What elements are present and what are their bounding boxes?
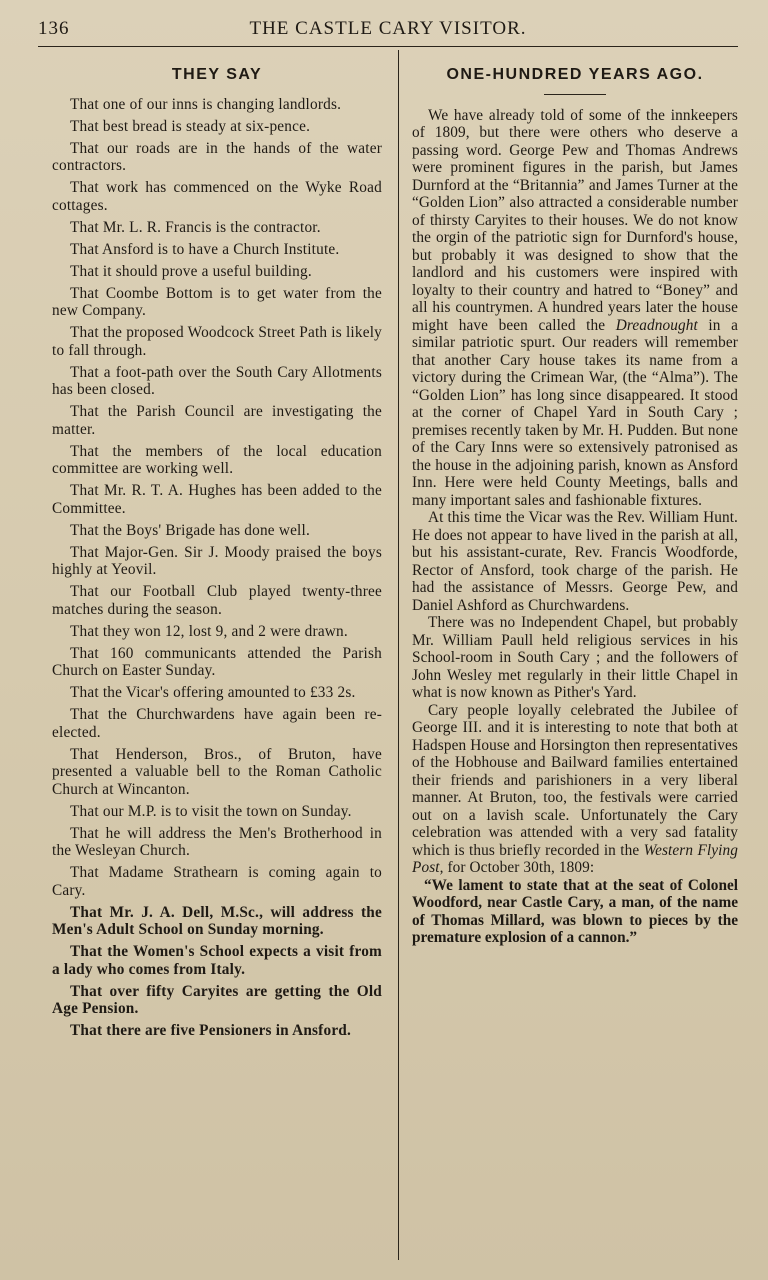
paragraph-text: We have already told of some of the innkeepers of 1809, but there were others who deserve a passing word. George Pew and Thomas Andrews were prominent figures in the parish, but James Durnford at the “Britannia” and James Turner at the “Golden Lion” also attracted a considerable number of thirsty Caryites to their houses. We do not know the orgin of the patriotic sign for Durnford's house, but probably it was designed to show that the landlord and his customers were inspired with loyalty to their country and hatred to “Boney” and all his countrymen. A hundred years later the house might have been called the <box>412 106 738 334</box>
they-say-item: That best bread is steady at six-pence. <box>70 117 311 135</box>
they-say-item: That Major-Gen. Sir J. Moody praised the boys highly at Yeovil. <box>52 543 382 578</box>
they-say-item: That work has commenced on the Wyke Road cottages. <box>52 179 382 214</box>
article-paragraph: At this time the Vicar was the Rev. William Hunt. He does not appear to have lived in the parish at all, but his assistant-curate, Rev. Francis Woodforde, Rector of Ansford, took charge of the parish. He had the assistance of Messrs. George Pew, and Daniel Ashford as Churchwardens. <box>412 509 738 614</box>
they-say-item: That over fifty Caryites are getting the Old Age Pension. <box>52 982 382 1017</box>
they-say-item: That Henderson, Bros., of Bruton, have presented a valuable bell to the Roman Catholic Church at Wincanton. <box>52 745 382 798</box>
paragraph-text: for October 30th, 1809: <box>447 859 595 876</box>
running-title: THE CASTLE CARY VISITOR. <box>249 18 527 39</box>
they-say-item: That Ansford is to have a Church Institute. <box>70 240 340 258</box>
they-say-item: That Mr. L. R. Francis is the contractor. <box>70 218 321 236</box>
article-paragraph <box>412 107 738 510</box>
paragraph-text: in a similar patriotic spurt. Our readers will remember that another Cary house takes its name from a victory during the Crimean War, (the “Alma”). The “Golden Lion” has long since disappeared. It stood at the corner of Chapel Yard in South Cary ; premises recently taken by Mr. H. Pudden. But none of the Cary Inns were so extensively patronised as the house in the adjoining parish, known as Ansford Inn. Here were held County Meetings, balls and many important sales and fashionable fixtures. <box>412 316 738 509</box>
they-say-item: That one of our inns is changing landlords. <box>70 95 342 113</box>
they-say-item: That the Women's School expects a visit from a lady who comes from Italy. <box>52 943 382 978</box>
they-say-item: That the members of the local education committee are working well. <box>52 442 382 477</box>
newspaper-quote: “We lament to state that at the seat of Colonel Woodford, near Castle Cary, a man, of the name of Thomas Millard, was blown to pieces by the premature explosion of a cannon.” <box>412 876 738 946</box>
ship-name: Dreadnought <box>615 316 698 334</box>
they-say-item: That there are five Pensioners in Ansford. <box>70 1022 352 1039</box>
they-say-item: That the Parish Council are investigating the matter. <box>52 403 382 438</box>
they-say-item: That Mr. J. A. Dell, M.Sc., will address the Men's Adult School on Sunday morning. <box>52 903 382 938</box>
heading-rule <box>544 94 606 95</box>
they-say-item: That our roads are in the hands of the water contractors. <box>52 139 382 174</box>
they-say-item: That it should prove a useful building. <box>70 262 312 280</box>
they-say-item: That Madame Strathearn is coming again to Cary. <box>52 864 382 899</box>
they-say-item: That a foot-path over the South Cary Allotments has been closed. <box>52 363 382 398</box>
they-say-item: That the proposed Woodcock Street Path is likely to fall through. <box>52 324 382 359</box>
column-divider <box>398 50 399 1260</box>
they-say-item: That 160 communicants attended the Parish Church on Easter Sunday. <box>52 644 382 679</box>
they-say-item: That they won 12, lost 9, and 2 were drawn. <box>70 622 348 640</box>
page-header <box>38 16 738 46</box>
hundred-years-column <box>412 58 738 947</box>
they-say-item: That Coombe Bottom is to get water from the new Company. <box>52 284 382 319</box>
newspaper-name: Western Flying Post, <box>412 841 738 876</box>
header-rule <box>38 46 738 47</box>
they-say-item: That Mr. R. T. A. Hughes has been added to the Committee. <box>52 482 382 517</box>
they-say-heading: THEY SAY <box>171 66 263 83</box>
hundred-years-heading: ONE-HUNDRED YEARS AGO. <box>446 66 704 83</box>
article-paragraph: There was no Independent Chapel, but probably Mr. William Paull held religious services in his School-room in South Cary ; and the followers of John Wesley met regularly in their little Chapel in what is now known as Pither's Yard. <box>412 614 738 701</box>
they-say-item: That the Boys' Brigade has done well. <box>70 521 310 539</box>
they-say-list <box>52 96 382 1040</box>
they-say-item: That our M.P. is to visit the town on Sunday. <box>70 802 352 820</box>
they-say-column <box>52 58 382 1044</box>
they-say-item: That he will address the Men's Brotherhood in the Wesleyan Church. <box>52 824 382 859</box>
article-paragraph <box>412 702 738 877</box>
page-number: 136 <box>38 18 70 39</box>
paragraph-text: Cary people loyally celebrated the Jubilee of George III. and it is interesting to note that both at Hadspen House and Horsington then representatives of the Hobhouse and Bailward families entertained their friends and parishioners in a very liberal manner. At Bruton, too, the festivals were carried out on a lavish scale. Unfortunately the Cary celebration was attended with a very sad fatality which is thus briefly recorded in the <box>412 701 738 859</box>
they-say-item: That the Vicar's offering amounted to £33 2s. <box>70 684 356 701</box>
they-say-item: That the Churchwardens have again been re-elected. <box>52 706 382 741</box>
they-say-item: That our Football Club played twenty-three matches during the season. <box>52 583 382 618</box>
